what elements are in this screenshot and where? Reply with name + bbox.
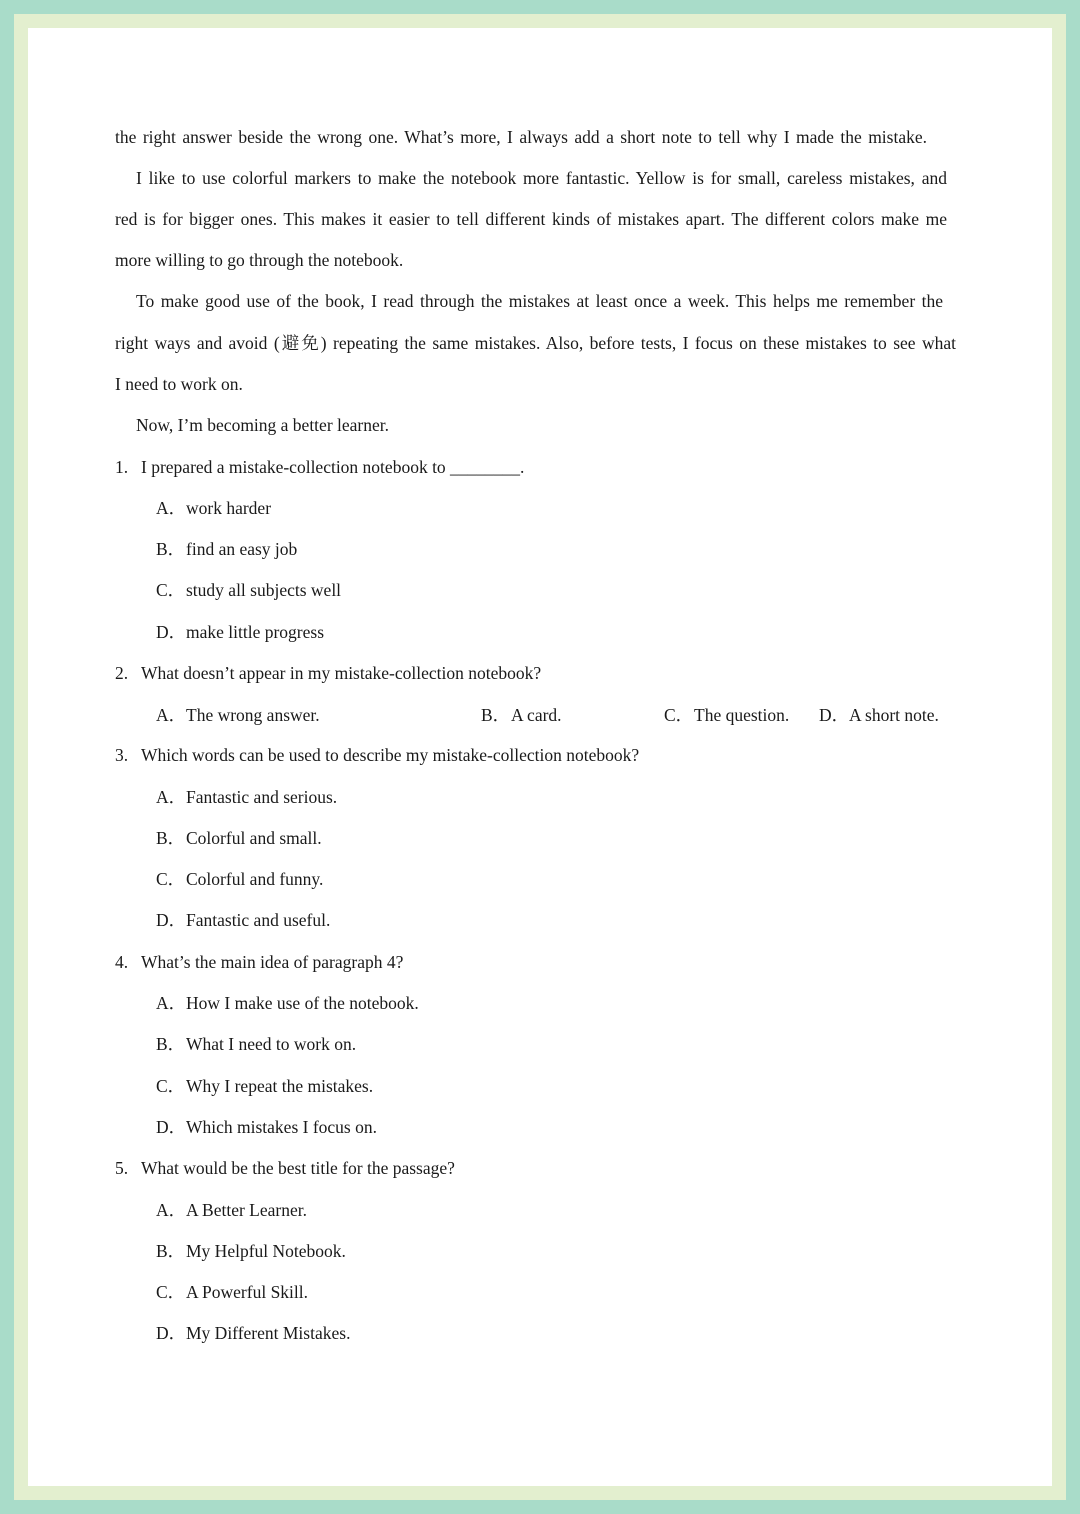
option-text: The wrong answer. — [186, 705, 320, 725]
option-text: Why I repeat the mistakes. — [186, 1076, 374, 1096]
option-letter: C． — [156, 580, 186, 600]
question-2-option-c[interactable] — [664, 704, 789, 726]
question-text: What’s the main idea of paragraph 4? — [141, 952, 404, 972]
question-number: 4. — [115, 952, 129, 972]
option-text: My Helpful Notebook. — [186, 1241, 346, 1261]
option-letter: D． — [156, 1323, 187, 1343]
option-letter: D． — [156, 1117, 187, 1137]
option-text: Colorful and funny. — [186, 869, 324, 889]
question-2-option-b[interactable] — [481, 704, 562, 726]
question-3-option-c[interactable] — [156, 868, 323, 890]
question-5-option-c[interactable] — [156, 1281, 308, 1303]
option-letter: B． — [156, 539, 186, 559]
question-2-option-d[interactable] — [819, 704, 939, 726]
option-text: A short note. — [849, 705, 939, 725]
question-text: What would be the best title for the passage? — [141, 1158, 455, 1178]
question-3-option-d[interactable] — [156, 909, 330, 931]
option-letter: A． — [156, 787, 187, 807]
question-number: 2. — [115, 663, 129, 683]
question-number: 1. — [115, 457, 129, 477]
option-letter: B． — [156, 1241, 186, 1261]
option-text: A Better Learner. — [186, 1200, 307, 1220]
question-text: What doesn’t appear in my mistake-collection notebook? — [141, 663, 542, 683]
option-text: find an easy job — [186, 539, 298, 559]
question-2-option-a[interactable] — [156, 704, 320, 726]
option-text: A Powerful Skill. — [186, 1282, 309, 1302]
question-2-stem — [115, 662, 541, 684]
option-letter: B． — [156, 1034, 186, 1054]
option-text: My Different Mistakes. — [186, 1323, 351, 1343]
question-1-option-d[interactable] — [156, 621, 324, 643]
question-3-option-a[interactable] — [156, 786, 337, 808]
question-number: 3. — [115, 745, 129, 765]
question-5-stem — [115, 1157, 455, 1179]
option-text: The question. — [694, 705, 790, 725]
option-letter: A． — [156, 705, 187, 725]
option-text: What I need to work on. — [186, 1034, 357, 1054]
option-letter: D． — [819, 705, 850, 725]
question-text: I prepared a mistake-collection notebook to ________. — [141, 457, 525, 477]
question-number: 5. — [115, 1158, 129, 1178]
passage-line: Now, I’m becoming a better learner. — [136, 415, 389, 435]
passage-line: right ways and avoid (避免) repeating the same mistakes. Also, before tests, I focus on these mistakes to see what — [115, 333, 956, 353]
question-1-option-a[interactable] — [156, 497, 271, 519]
question-3-option-b[interactable] — [156, 827, 322, 849]
option-text: Fantastic and useful. — [186, 910, 331, 930]
option-text: study all subjects well — [186, 580, 342, 600]
option-letter: A． — [156, 993, 187, 1013]
option-text: Which mistakes I focus on. — [186, 1117, 377, 1137]
option-text: Colorful and small. — [186, 828, 322, 848]
option-text: How I make use of the notebook. — [186, 993, 419, 1013]
option-letter: C． — [156, 869, 186, 889]
question-4-option-b[interactable] — [156, 1033, 356, 1055]
option-text: A card. — [511, 705, 562, 725]
option-letter: D． — [156, 622, 187, 642]
option-text: Fantastic and serious. — [186, 787, 338, 807]
question-5-option-d[interactable] — [156, 1322, 350, 1344]
passage-line: red is for bigger ones. This makes it easier to tell different kinds of mistakes apart. The different colors make me — [115, 209, 947, 229]
passage-line: I need to work on. — [115, 374, 243, 394]
option-letter: B． — [156, 828, 186, 848]
option-letter: B． — [481, 705, 511, 725]
option-letter: C． — [664, 705, 694, 725]
question-text: Which words can be used to describe my mistake-collection notebook? — [141, 745, 640, 765]
question-1-stem — [115, 456, 524, 478]
question-1-option-c[interactable] — [156, 579, 341, 601]
question-5-option-a[interactable] — [156, 1199, 307, 1221]
passage-line: To make good use of the book, I read through the mistakes at least once a week. This helps me remember the — [136, 291, 943, 311]
passage-line: more willing to go through the notebook. — [115, 250, 404, 270]
question-4-option-d[interactable] — [156, 1116, 377, 1138]
question-5-option-b[interactable] — [156, 1240, 346, 1262]
option-letter: D． — [156, 910, 187, 930]
question-3-stem — [115, 744, 639, 766]
option-text: work harder — [186, 498, 272, 518]
question-4-option-a[interactable] — [156, 992, 419, 1014]
option-letter: A． — [156, 498, 187, 518]
option-letter: C． — [156, 1076, 186, 1096]
passage-line: the right answer beside the wrong one. What’s more, I always add a short note to tell why I made the mistake. — [115, 127, 927, 147]
option-letter: C． — [156, 1282, 186, 1302]
passage-line: I like to use colorful markers to make the notebook more fantastic. Yellow is for small, careless mistakes, and — [136, 168, 947, 188]
question-4-option-c[interactable] — [156, 1075, 373, 1097]
option-text: make little progress — [186, 622, 325, 642]
option-letter: A． — [156, 1200, 187, 1220]
question-1-option-b[interactable] — [156, 538, 297, 560]
question-4-stem — [115, 951, 403, 973]
